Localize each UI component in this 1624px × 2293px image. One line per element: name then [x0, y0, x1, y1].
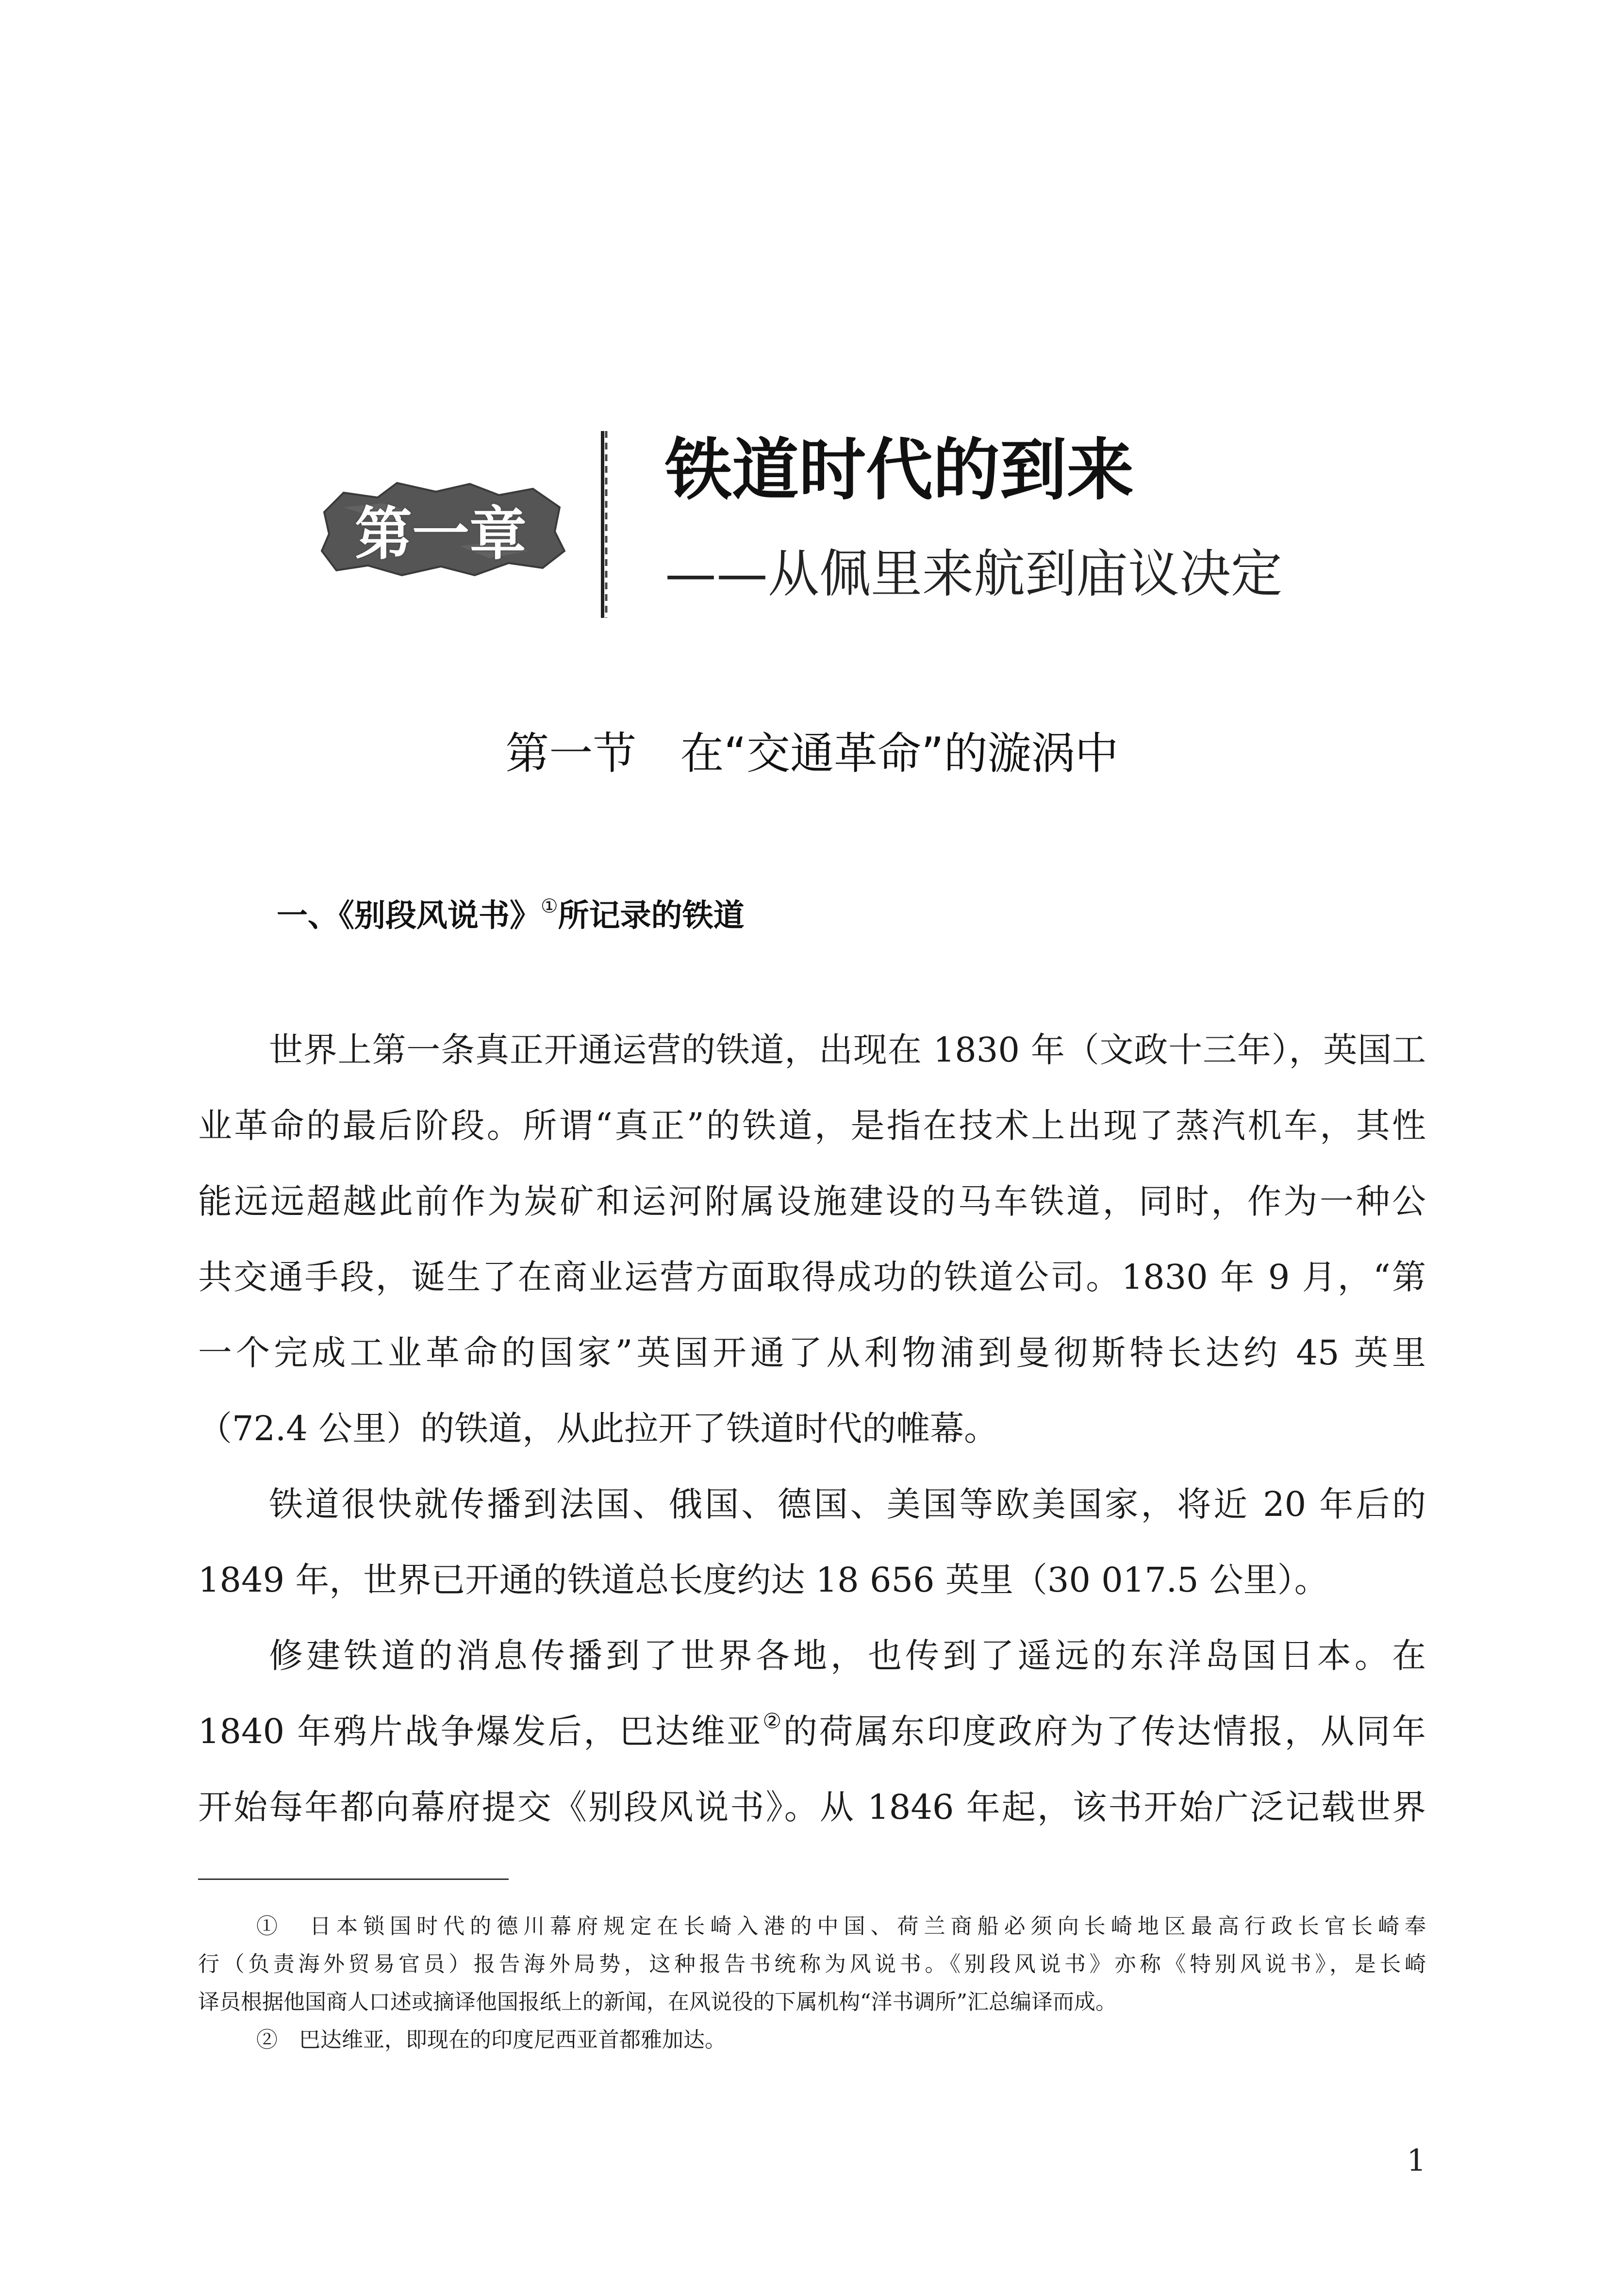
body-text — [198, 1012, 1426, 1845]
paragraph-line: 修建铁道的消息传播到了世界各地，也传到了遥远的东洋岛国日本。在 — [269, 1636, 1426, 1676]
paragraph-text: 1840 年鸦片战争爆发后，巴达维亚 — [198, 1711, 763, 1751]
paragraph-text: 的荷属东印度政府为了传达情报，从同年 — [783, 1711, 1426, 1751]
footnote-line: 译员根据他国商人口述或摘译他国报纸上的新闻，在风说役的下属机构“洋书调所”汇总编译而成。 — [198, 1990, 1117, 2014]
paragraph-line: 能远远超越此前作为炭矿和运河附属设施建设的马车铁道，同时，作为一种公 — [198, 1181, 1426, 1221]
paragraph-line: 开始每年都向幕府提交《别段风说书》。从 1846 年起，该书开始广泛记载世界 — [198, 1787, 1426, 1827]
footnote-line: 行（负责海外贸易官员）报告海外局势，这种报告书统称为风说书。《别段风说书》亦称《特别风说书》，是长崎 — [198, 1952, 1426, 1977]
section-title: 第一节 在“交通革命”的漩涡中 — [505, 728, 1119, 779]
subsection-heading — [277, 895, 745, 934]
chapter-subtitle: ——从佩里来航到庙议决定 — [665, 544, 1282, 604]
chapter-title: 铁道时代的到来 — [665, 431, 1134, 509]
paragraph-line: 1849 年，世界已开通的铁道总长度约达 18 656 英里（30 017.5 公里）。 — [198, 1560, 1328, 1600]
footnotes — [198, 1908, 1426, 2059]
chapter-divider — [601, 431, 608, 618]
footnote-ref-1: ① — [541, 895, 558, 918]
footnote-ref-2: ② — [762, 1709, 783, 1734]
subsection-heading-text: 一、《别段风说书》 — [277, 898, 541, 934]
paragraph-line: 铁道很快就传播到法国、俄国、德国、美国等欧美国家，将近 20 年后的 — [269, 1484, 1426, 1524]
page-number: 1 — [1407, 2143, 1426, 2178]
paragraph-line — [198, 1694, 1426, 1769]
paragraph-line: 世界上第一条真正开通运营的铁道，出现在 1830 年（文政十三年），英国工 — [269, 1030, 1426, 1070]
paragraph-line: （72.4 公里）的铁道，从此拉开了铁道时代的帷幕。 — [198, 1409, 998, 1448]
footnote-line: ① 日本锁国时代的德川幕府规定在长崎入港的中国、荷兰商船必须向长崎地区最高行政长官长崎奉 — [256, 1914, 1426, 1939]
paragraph-line: 一个完成工业革命的国家”英国开通了从利物浦到曼彻斯特长达约 45 英里 — [198, 1333, 1426, 1373]
footnote-separator — [198, 1878, 509, 1880]
chapter-badge — [315, 478, 567, 580]
subsection-heading-tail: 所记录的铁道 — [558, 898, 745, 934]
paragraph-line: 共交通手段，诞生了在商业运营方面取得成功的铁道公司。1830 年 9 月，“第 — [198, 1257, 1426, 1297]
footnote-line: ② 巴达维亚，即现在的印度尼西亚首都雅加达。 — [256, 2027, 726, 2052]
paragraph-line: 业革命的最后阶段。所谓“真正”的铁道，是指在技术上出现了蒸汽机车，其性 — [198, 1106, 1426, 1146]
chapter-badge-label: 第一章 — [354, 500, 527, 567]
